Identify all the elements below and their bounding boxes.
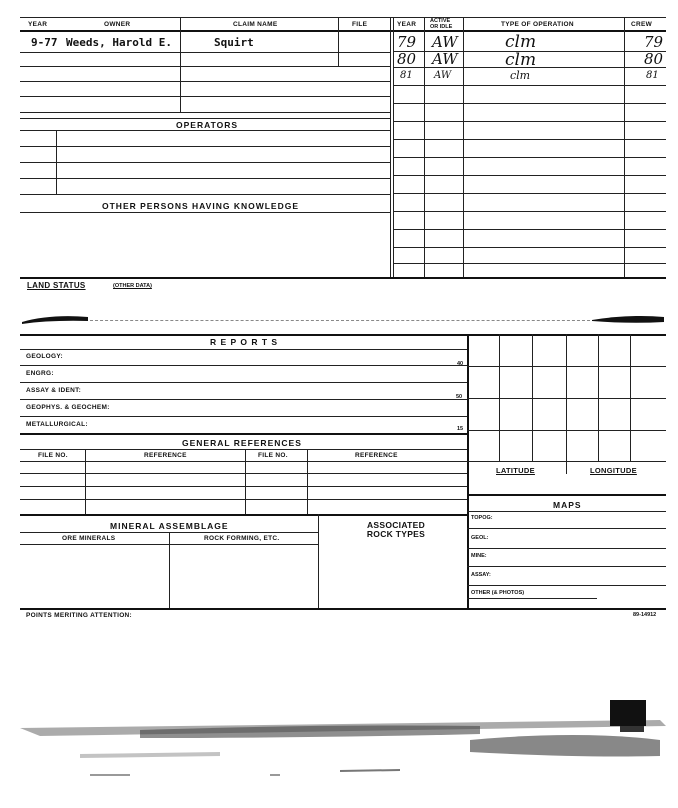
map-topog: TOPOG: [471, 515, 493, 521]
report-number-2: 50 [456, 394, 463, 400]
activity-operation-1: clm [505, 32, 537, 52]
associated-rock-types: ASSOCIATED ROCK TYPES [366, 520, 426, 539]
report-number-1: 40 [457, 361, 464, 367]
ref-header-file-1: FILE NO. [38, 452, 68, 459]
activity-status-2: AW [432, 50, 458, 68]
report-geology: GEOLOGY: [26, 353, 63, 360]
swoosh-left [20, 312, 90, 328]
report-assay: ASSAY & IDENT: [26, 387, 82, 394]
header-year2: YEAR [397, 21, 417, 28]
map-geol: GEOL: [471, 535, 489, 541]
report-geophys: GEOPHYS. & GEOCHEM: [26, 404, 110, 411]
form-number: 89-14912 [633, 612, 657, 618]
record-year: 9-77 [31, 36, 58, 49]
activity-operation-2: clm [505, 50, 537, 70]
activity-year-1: 79 [397, 33, 417, 51]
activity-crew-3: 81 [646, 70, 659, 81]
header-file: FILE [352, 21, 368, 28]
header-type-of-operation: TYPE OF OPERATION [501, 21, 574, 28]
report-engrg: ENGRG: [26, 370, 54, 377]
activity-crew-1: 79 [644, 33, 664, 51]
ref-header-reference-2: REFERENCE [355, 452, 398, 459]
map-mine: MINE: [471, 553, 487, 559]
activity-year-3: 81 [400, 70, 413, 81]
rock-forming-header: ROCK FORMING, ETC. [204, 535, 280, 542]
latitude-label: LATITUDE [496, 466, 535, 475]
header-active: ACTIVE [430, 18, 451, 24]
maps-title: MAPS [553, 500, 582, 510]
activity-status-1: AW [432, 33, 458, 51]
operators-title: OPERATORS [176, 120, 239, 130]
report-metallurgical: METALLURGICAL: [26, 421, 88, 428]
swoosh-right [590, 312, 666, 328]
general-references-title: GENERAL REFERENCES [182, 438, 302, 448]
report-number-3: 15 [457, 426, 464, 432]
scan-artifact [20, 700, 666, 780]
mineral-assemblage-title: MINERAL ASSEMBLAGE [110, 521, 229, 531]
header-year: YEAR [28, 21, 48, 28]
reports-title: R E P O R T S [210, 337, 279, 347]
ref-header-reference-1: REFERENCE [144, 452, 187, 459]
map-other: OTHER (& PHOTOS) [471, 590, 525, 596]
activity-status-3: AW [434, 70, 452, 81]
map-assay: ASSAY: [471, 572, 491, 578]
header-claim-name: CLAIM NAME [233, 21, 278, 28]
record-claim-name: Squirt [214, 36, 254, 49]
activity-operation-3: clm [510, 69, 531, 82]
land-status-note: (OTHER DATA) [113, 283, 152, 289]
other-persons-title: OTHER PERSONS HAVING KNOWLEDGE [102, 201, 300, 211]
header-crew: CREW [631, 21, 653, 28]
ore-minerals-header: ORE MINERALS [62, 535, 116, 542]
header-active-idle: OR IDLE [430, 24, 453, 30]
ref-header-file-2: FILE NO. [258, 452, 288, 459]
longitude-label: LONGITUDE [590, 466, 637, 475]
activity-year-2: 80 [397, 50, 417, 68]
header-owner: OWNER [104, 21, 131, 28]
activity-crew-2: 80 [644, 50, 664, 68]
land-status-title: LAND STATUS [27, 281, 86, 290]
points-meriting-attention: POINTS MERITING ATTENTION: [26, 612, 133, 619]
record-owner: Weeds, Harold E. [66, 36, 172, 49]
